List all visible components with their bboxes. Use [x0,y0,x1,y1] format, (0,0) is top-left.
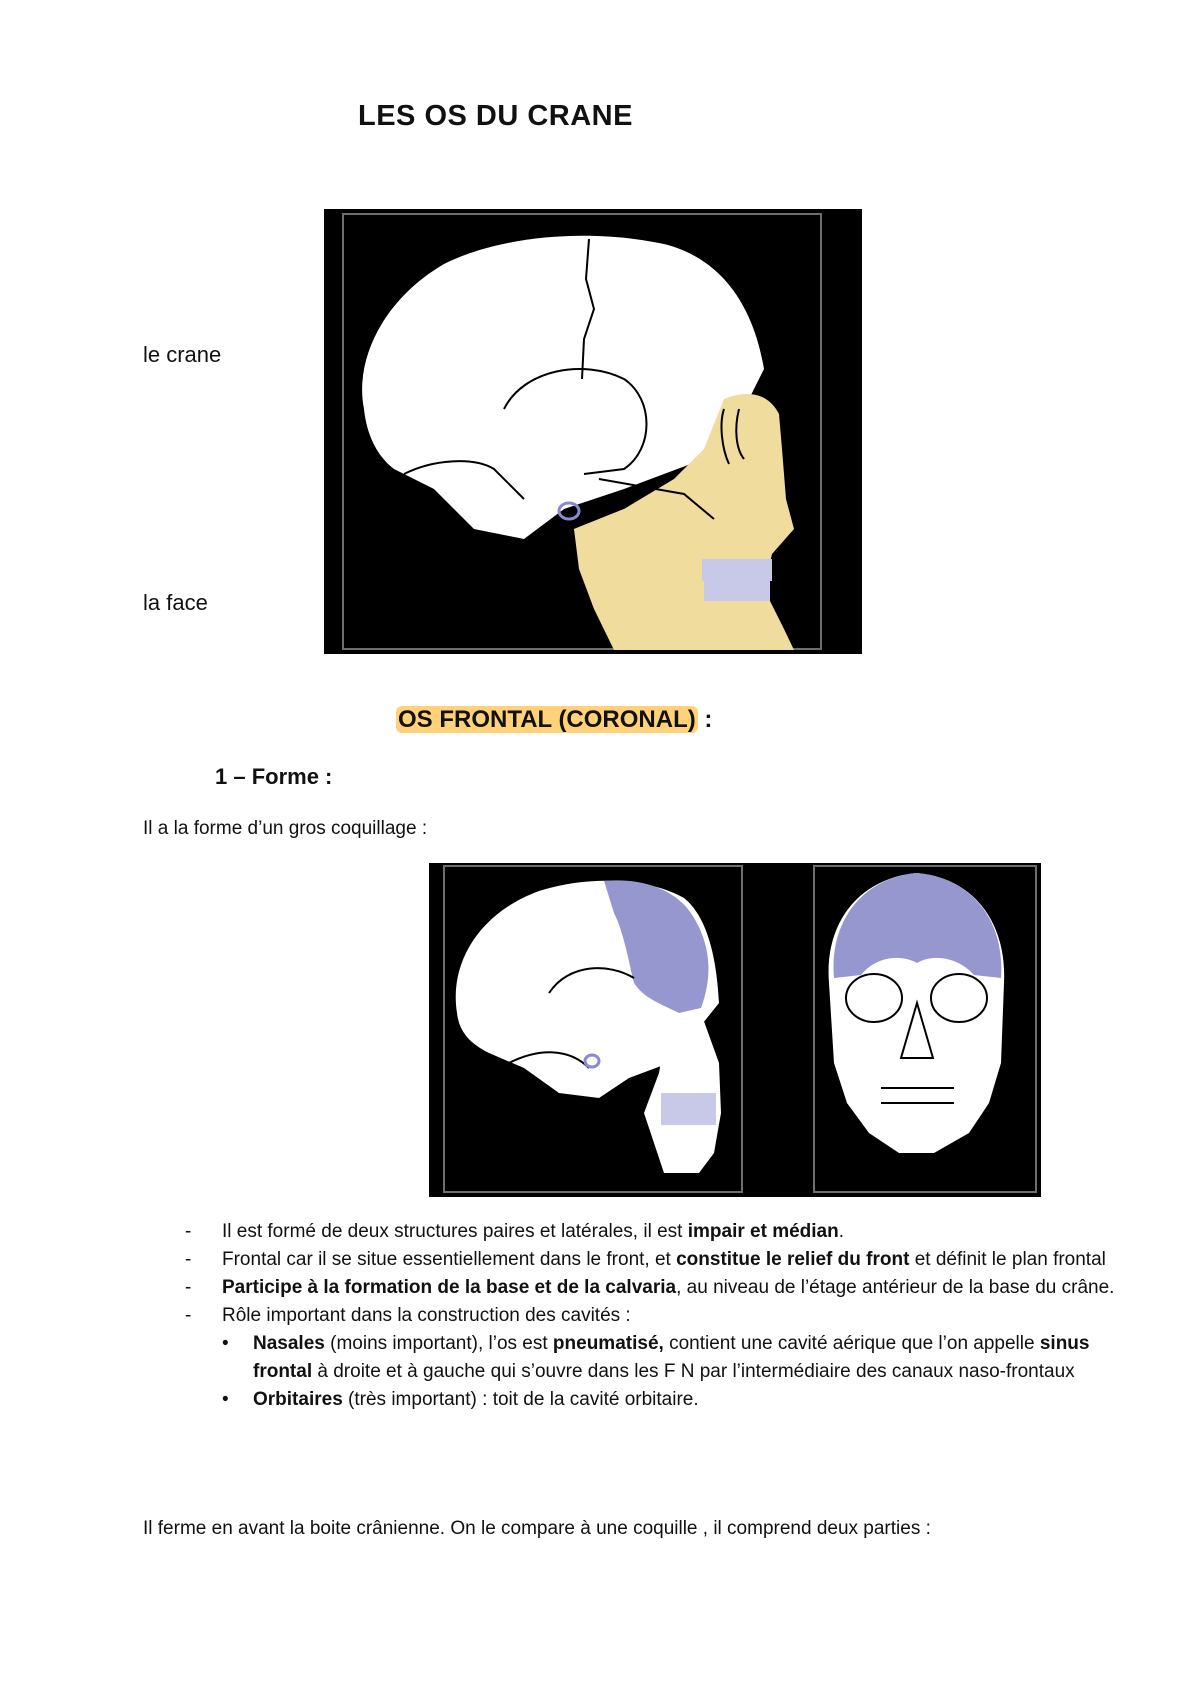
front-frontal-bone [833,873,1001,978]
bold-text: pneumatisé, [552,1333,664,1354]
frontal-bone-illustration [429,863,1041,1197]
bullet-item [185,1302,1120,1330]
bullet-list [185,1218,1120,1414]
bold-text: Participe à la formation de la base et de la calvaria [222,1277,677,1298]
document-title: LES OS DU CRANE [358,100,633,132]
sub-bullet-list [185,1330,1120,1414]
frontal-bone-figure [429,863,1041,1197]
bullet-text [222,1274,1120,1302]
sub-bullet-text [253,1330,1120,1386]
bullet-text [222,1246,1120,1274]
text-run: contient une cavité aérique que l’on appelle [663,1333,1040,1354]
bullet-marker: - [185,1305,192,1326]
text-run: (très important) : toit de la cavité orbitaire. [342,1389,699,1410]
section-title-highlight: OS FRONTAL (CORONAL) [398,706,696,733]
skull-lateral-figure [324,209,862,654]
teeth-lower [704,581,770,601]
bold-text: impair et médian [687,1221,839,1242]
sub-bullet-text [253,1386,1120,1414]
text-run: Il est formé de deux structures paires et latérales, il est [222,1221,688,1242]
text-run: et définit le plan frontal [909,1249,1106,1270]
bullet-item [185,1218,1120,1246]
bullet-text [222,1302,1120,1330]
text-run: Rôle important dans la construction des cavités : [222,1305,631,1326]
bullet-marker: - [185,1221,192,1242]
text-run: (moins important), l’os est [324,1333,553,1354]
sub-bullet-marker: • [222,1333,229,1354]
text-run: Frontal car il se situe essentiellement dans le front, et [222,1249,677,1270]
bold-text: Nasales [253,1333,325,1354]
bullet-marker: - [185,1249,192,1270]
label-face: la face [143,590,208,615]
lateral-teeth [661,1093,716,1125]
section-title [396,706,712,734]
bold-text: sinus frontal [253,1333,1090,1382]
subheading-forme: 1 – Forme : [215,764,333,789]
bold-text: Orbitaires [253,1389,343,1410]
text-run: , au niveau de l’étage antérieur de la base du crâne. [676,1277,1115,1298]
intro-text: Il a la forme d’un gros coquillage : [143,818,428,839]
teeth-upper [702,559,772,581]
bold-text: constitue le relief du front [676,1249,910,1270]
skull-lateral-illustration [324,209,862,654]
sub-bullet-item [222,1386,1120,1414]
text-run: à droite et à gauche qui s’ouvre dans les F N par l’intermédiaire des canaux naso-frontaux [312,1361,1075,1382]
sub-bullet-marker: • [222,1389,229,1410]
bullet-marker: - [185,1277,192,1298]
text-run: . [838,1221,844,1242]
section-title-suffix: : [697,706,713,733]
bullet-item [185,1274,1120,1302]
front-left-orbit [846,974,902,1022]
closing-text: Il ferme en avant la boite crânienne. On le compare à une coquille , il comprend deux parties : [143,1518,931,1539]
front-right-orbit [931,974,987,1022]
bullet-item [185,1246,1120,1274]
sub-bullet-item [222,1330,1120,1386]
bullet-text [222,1218,1120,1246]
label-crane: le crane [143,342,222,367]
